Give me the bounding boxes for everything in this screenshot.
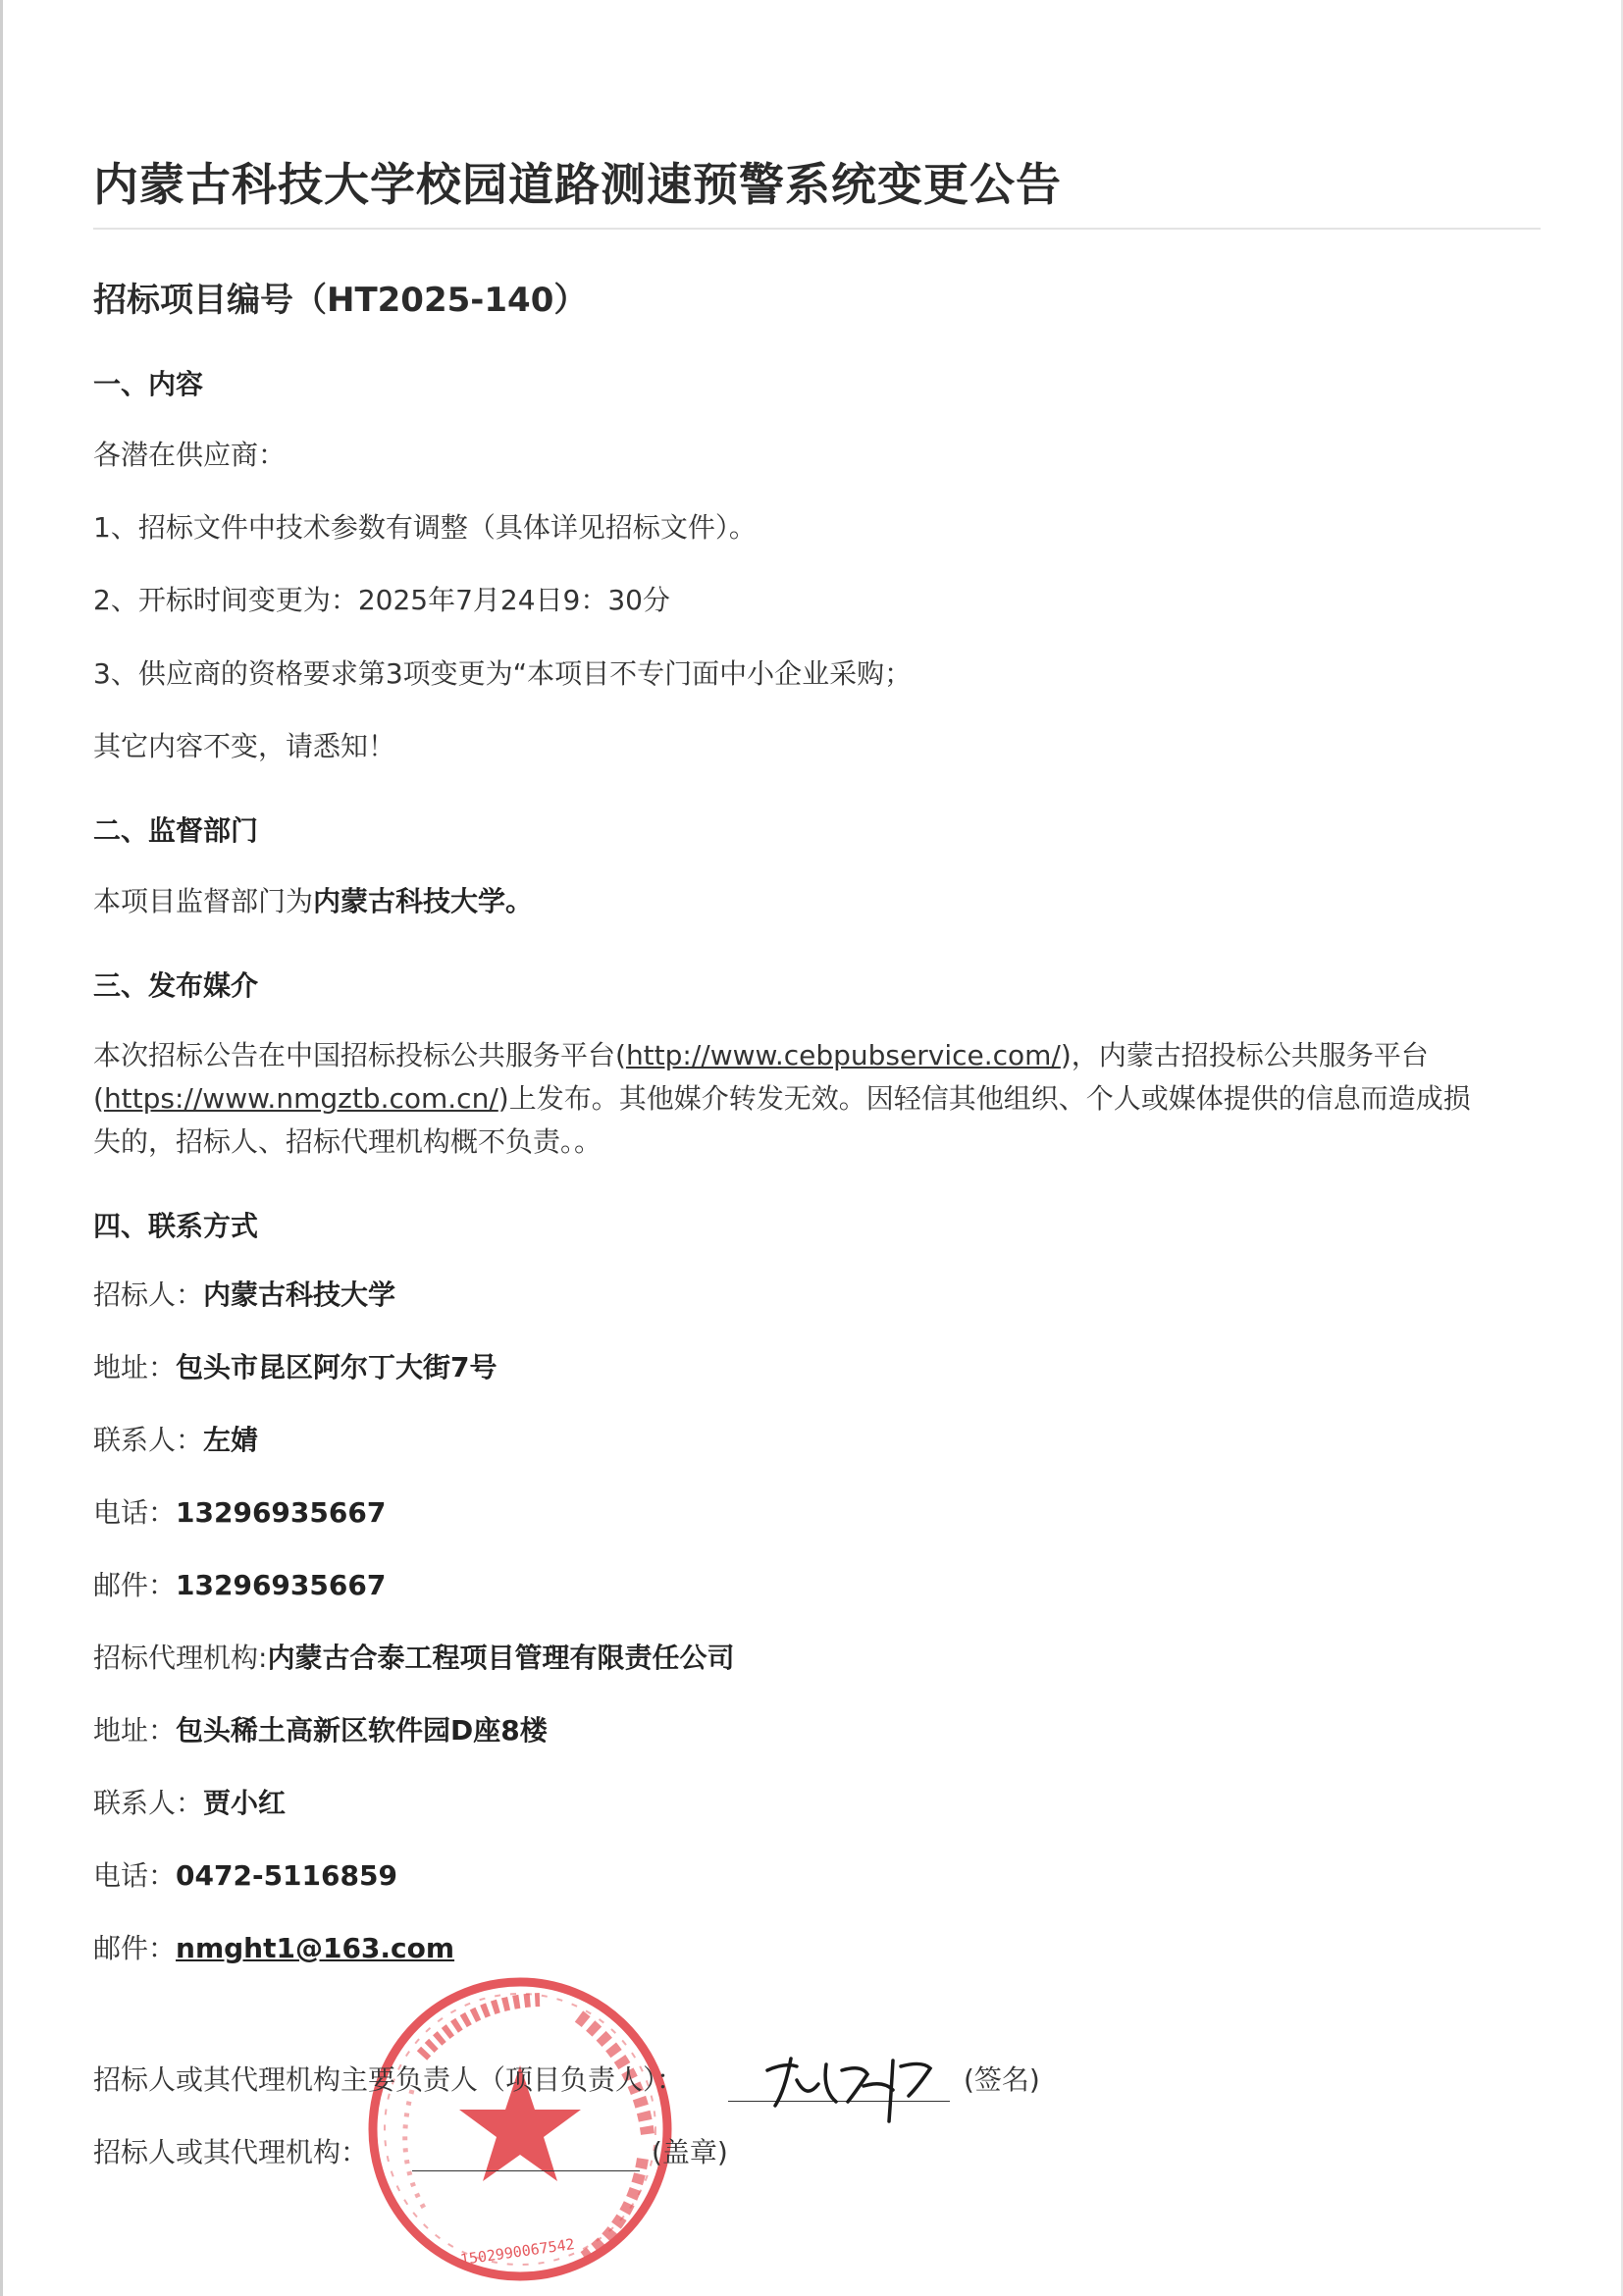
supervision-text	[93, 880, 533, 919]
seal-underline	[412, 2170, 640, 2171]
agency-row	[93, 1637, 734, 1676]
media-line-1-b: )，内蒙古招投标公共服务平台	[1060, 1039, 1429, 1071]
phone-row	[93, 1491, 386, 1531]
signature-suffix: (签名)	[964, 2063, 1040, 2096]
seal-suffix: (盖章)	[652, 2136, 728, 2168]
media-line-3: 失的，招标人、招标代理机构概不负责。。	[93, 1125, 602, 1158]
agency-phone-value: 0472-5116859	[176, 1859, 397, 1892]
seal-line-2-label: 招标人或其代理机构：	[93, 2136, 369, 2168]
seal-line-2	[93, 2131, 368, 2170]
cebpubservice-link[interactable]: http://www.cebpubservice.com/	[625, 1039, 1061, 1071]
title-divider	[93, 228, 1541, 230]
email-value: 13296935667	[176, 1569, 387, 1601]
section-heading-media: 三、发布媒介	[93, 969, 259, 1002]
signature-line-1-label: 招标人或其代理机构主要负责人（项目负责人）：	[93, 2063, 685, 2096]
address-label: 地址：	[93, 1351, 177, 1383]
greeting: 各潜在供应商：	[93, 439, 287, 471]
supervision-prefix: 本项目监督部门为	[93, 885, 314, 917]
contact-label: 联系人：	[93, 1424, 204, 1456]
agency-address-row	[93, 1709, 548, 1748]
media-line-2-a: (	[93, 1082, 104, 1115]
nmgztb-link[interactable]: https://www.nmgztb.com.cn/	[103, 1082, 498, 1115]
phone-value: 13296935667	[176, 1496, 387, 1529]
signature-line-1	[93, 2059, 684, 2098]
agency-contact-value: 贾小红	[203, 1787, 287, 1819]
agency-value: 内蒙古合泰工程项目管理有限责任公司	[267, 1642, 735, 1674]
email-row	[93, 1564, 386, 1603]
agency-address-label: 地址：	[93, 1714, 177, 1747]
content-item-1: 1、招标文件中技术参数有调整（具体详见招标文件）。	[93, 511, 757, 544]
document-title: 内蒙古科技大学校园道路测速预警系统变更公告	[93, 158, 1062, 211]
seal-number: 1502990067542	[458, 2234, 576, 2270]
agency-email-link[interactable]: nmght1@163.com	[176, 1932, 455, 1964]
agency-address-value: 包头稀土高新区软件园D座8楼	[176, 1714, 548, 1747]
supervision-dept: 内蒙古科技大学。	[313, 885, 534, 917]
section-heading-content: 一、内容	[93, 368, 204, 400]
content-closing: 其它内容不变，请悉知！	[93, 730, 396, 762]
scan-edge-left	[0, 0, 3, 2296]
phone-label: 电话：	[93, 1496, 177, 1529]
agency-contact-label: 联系人：	[93, 1787, 204, 1819]
content-item-3: 3、供应商的资格要求第3项变更为“本项目不专门面中小企业采购；	[93, 657, 913, 690]
media-line-1-a: 本次招标公告在中国招标投标公共服务平台(	[93, 1039, 626, 1071]
address-row	[93, 1346, 497, 1385]
section-heading-supervision: 二、监督部门	[93, 814, 259, 847]
tenderer-label: 招标人：	[93, 1278, 204, 1311]
agency-phone-label: 电话：	[93, 1859, 177, 1892]
email-label: 邮件：	[93, 1569, 177, 1601]
section-heading-contact: 四、联系方式	[93, 1210, 259, 1242]
tenderer-value: 内蒙古科技大学	[203, 1278, 396, 1311]
handwritten-signature	[746, 2041, 962, 2129]
media-line-1	[93, 1034, 1429, 1073]
tenderer-row	[93, 1274, 395, 1313]
agency-contact-row	[93, 1782, 286, 1821]
media-line-2-b: )上发布。其他媒介转发无效。因轻信其他组织、个人或媒体提供的信息而造成损	[497, 1082, 1471, 1115]
contact-row	[93, 1419, 258, 1458]
project-number: 招标项目编号（HT2025-140）	[93, 281, 588, 320]
media-line-2	[93, 1077, 1471, 1117]
agency-email-label: 邮件：	[93, 1932, 177, 1964]
agency-label: 招标代理机构:	[93, 1642, 268, 1674]
agency-email-row	[93, 1927, 454, 1966]
address-value: 包头市昆区阿尔丁大街7号	[176, 1351, 497, 1383]
content-item-2: 2、开标时间变更为：2025年7月24日9：30分	[93, 584, 670, 616]
contact-value: 左婧	[203, 1424, 259, 1456]
official-seal	[353, 1962, 687, 2296]
agency-phone-row	[93, 1854, 397, 1894]
